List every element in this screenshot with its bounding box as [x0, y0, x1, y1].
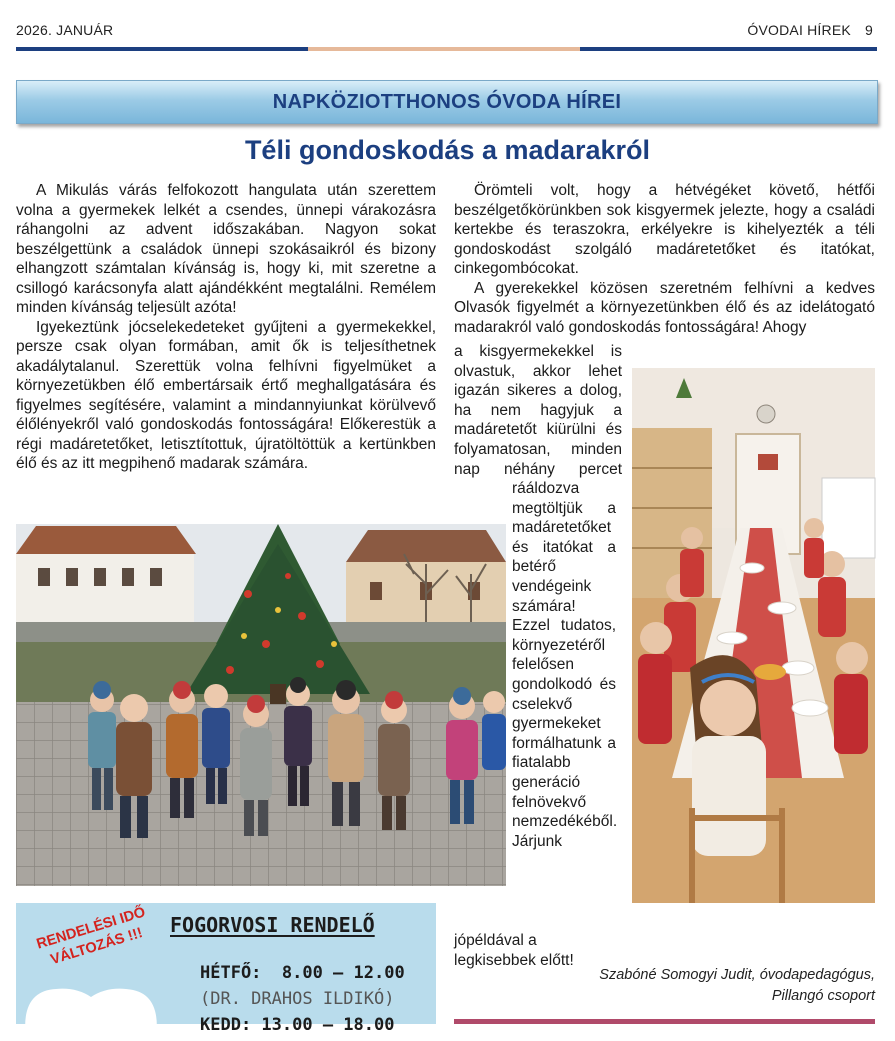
- children-tree-photo-image: [16, 524, 506, 886]
- dentist-title: FOGORVOSI RENDELŐ: [170, 913, 375, 937]
- paragraph-2: Igyekeztünk jócselekedeteket gyűjteni a gyermekekkel, persze csak olyan formában, amit ők is teljesíthetnek akadálytalanul. Szerettük volna felhívni figyelmüket a környezetükben élő embertársaik értő meghallgatására és figyelmes segítésére, valamint a mindannyiunkat körülvevő élőlényekről való gondoskodás fontosságára! Előkerestük a régi madáretetőket, letisztítottuk, újratöltöttük a kertünkben élő és az itt megpihenő madarak számára.: [16, 318, 436, 472]
- header-rule-right: [580, 47, 877, 51]
- schedule-change-stamp: RENDELÉSI IDŐ VÁLTOZÁS !!!: [34, 904, 148, 969]
- festive-table-photo-image: [632, 368, 875, 903]
- festive-table-photo: [632, 368, 875, 903]
- tooth-icon: [16, 981, 166, 1041]
- dentist-ad: [16, 903, 436, 1035]
- left-column: [16, 181, 436, 474]
- article-title: Téli gondoskodás a madarakról: [244, 135, 651, 165]
- wrap-text-a: a kisgyermekekkel is olvastuk, akkor lehet igazán sikeres a dolog, ha nem hagyjuk a madáretetőt kiürülni és folyamatosan, minden nap néhány percet: [454, 343, 622, 478]
- section-banner: [16, 80, 878, 124]
- signature-name: Szabóné Somogyi Judit, óvodapedagógus,: [599, 967, 875, 983]
- header-rule-accent: [308, 47, 580, 51]
- page-number: 9: [865, 22, 873, 38]
- header-rule-left: [16, 47, 308, 51]
- right-column: [454, 181, 875, 337]
- hours-tuesday: KEDD: 13.00 – 18.00: [200, 1015, 395, 1035]
- issue-date: 2026. JANUÁR: [16, 22, 114, 38]
- hours-monday: HÉTFŐ: 8.00 – 12.00: [200, 963, 405, 983]
- wrap-text-c: jópéldával a legkisebbek előtt!: [454, 932, 574, 969]
- section-name: ÓVODAI HÍREK: [747, 22, 851, 38]
- paragraph-3: Örömteli volt, hogy a hétvégéket követő, hétfői beszélgetőkörünkben sok kisgyermek jelezte, hogy a családi kertekbe és teraszokra, erkélyekre is kihelyezték a téli gondoskodást szolgáló madáretetőket és itatókat, cinkegombócokat.: [454, 182, 875, 277]
- signature: [454, 965, 875, 1007]
- paragraph-1: A Mikulás várás felfokozott hangulata után szerettem volna a gyermekek lelkét a csendes, ünnepi várakozásra ráhangolni az advent időszakában. Nagyon sokat beszélgettünk a családok ünnepi szokásaikról és bizony elhangzott számtalan kívánság is, hogy ki, mit szeretne a csillogó karácsonyfa alatt ajándékként megtalálni. Remélem minden kívánság teljesült azóta!: [16, 182, 436, 316]
- wrap-text-b: rááldozva megtöltjük a madáretetőket és itatókat a betérő vendégeink számára! Ezzel tudatos, környezetéről felelősen gondolkodó és cselekvő gyermekeket formálhatunk a fiatalabb generáció felnövekvő nemzedékéből. Járjunk: [512, 480, 618, 850]
- banner-title: NAPKÖZIOTTHONOS ÓVODA HÍREI: [272, 90, 622, 113]
- running-head: [747, 22, 873, 38]
- children-tree-photo: [16, 524, 506, 886]
- next-article-bar: [454, 1019, 875, 1024]
- paragraph-4: A gyerekekkel közösen szeretném felhívni a kedves Olvasók figyelmét a környezetünkben élő és az idelátogató madarakról való gondoskodás fontosságára! Ahogy: [454, 279, 875, 336]
- signature-group: Pillangó csoport: [771, 988, 875, 1004]
- doctor-name: (DR. DRAHOS ILDIKÓ): [200, 989, 395, 1009]
